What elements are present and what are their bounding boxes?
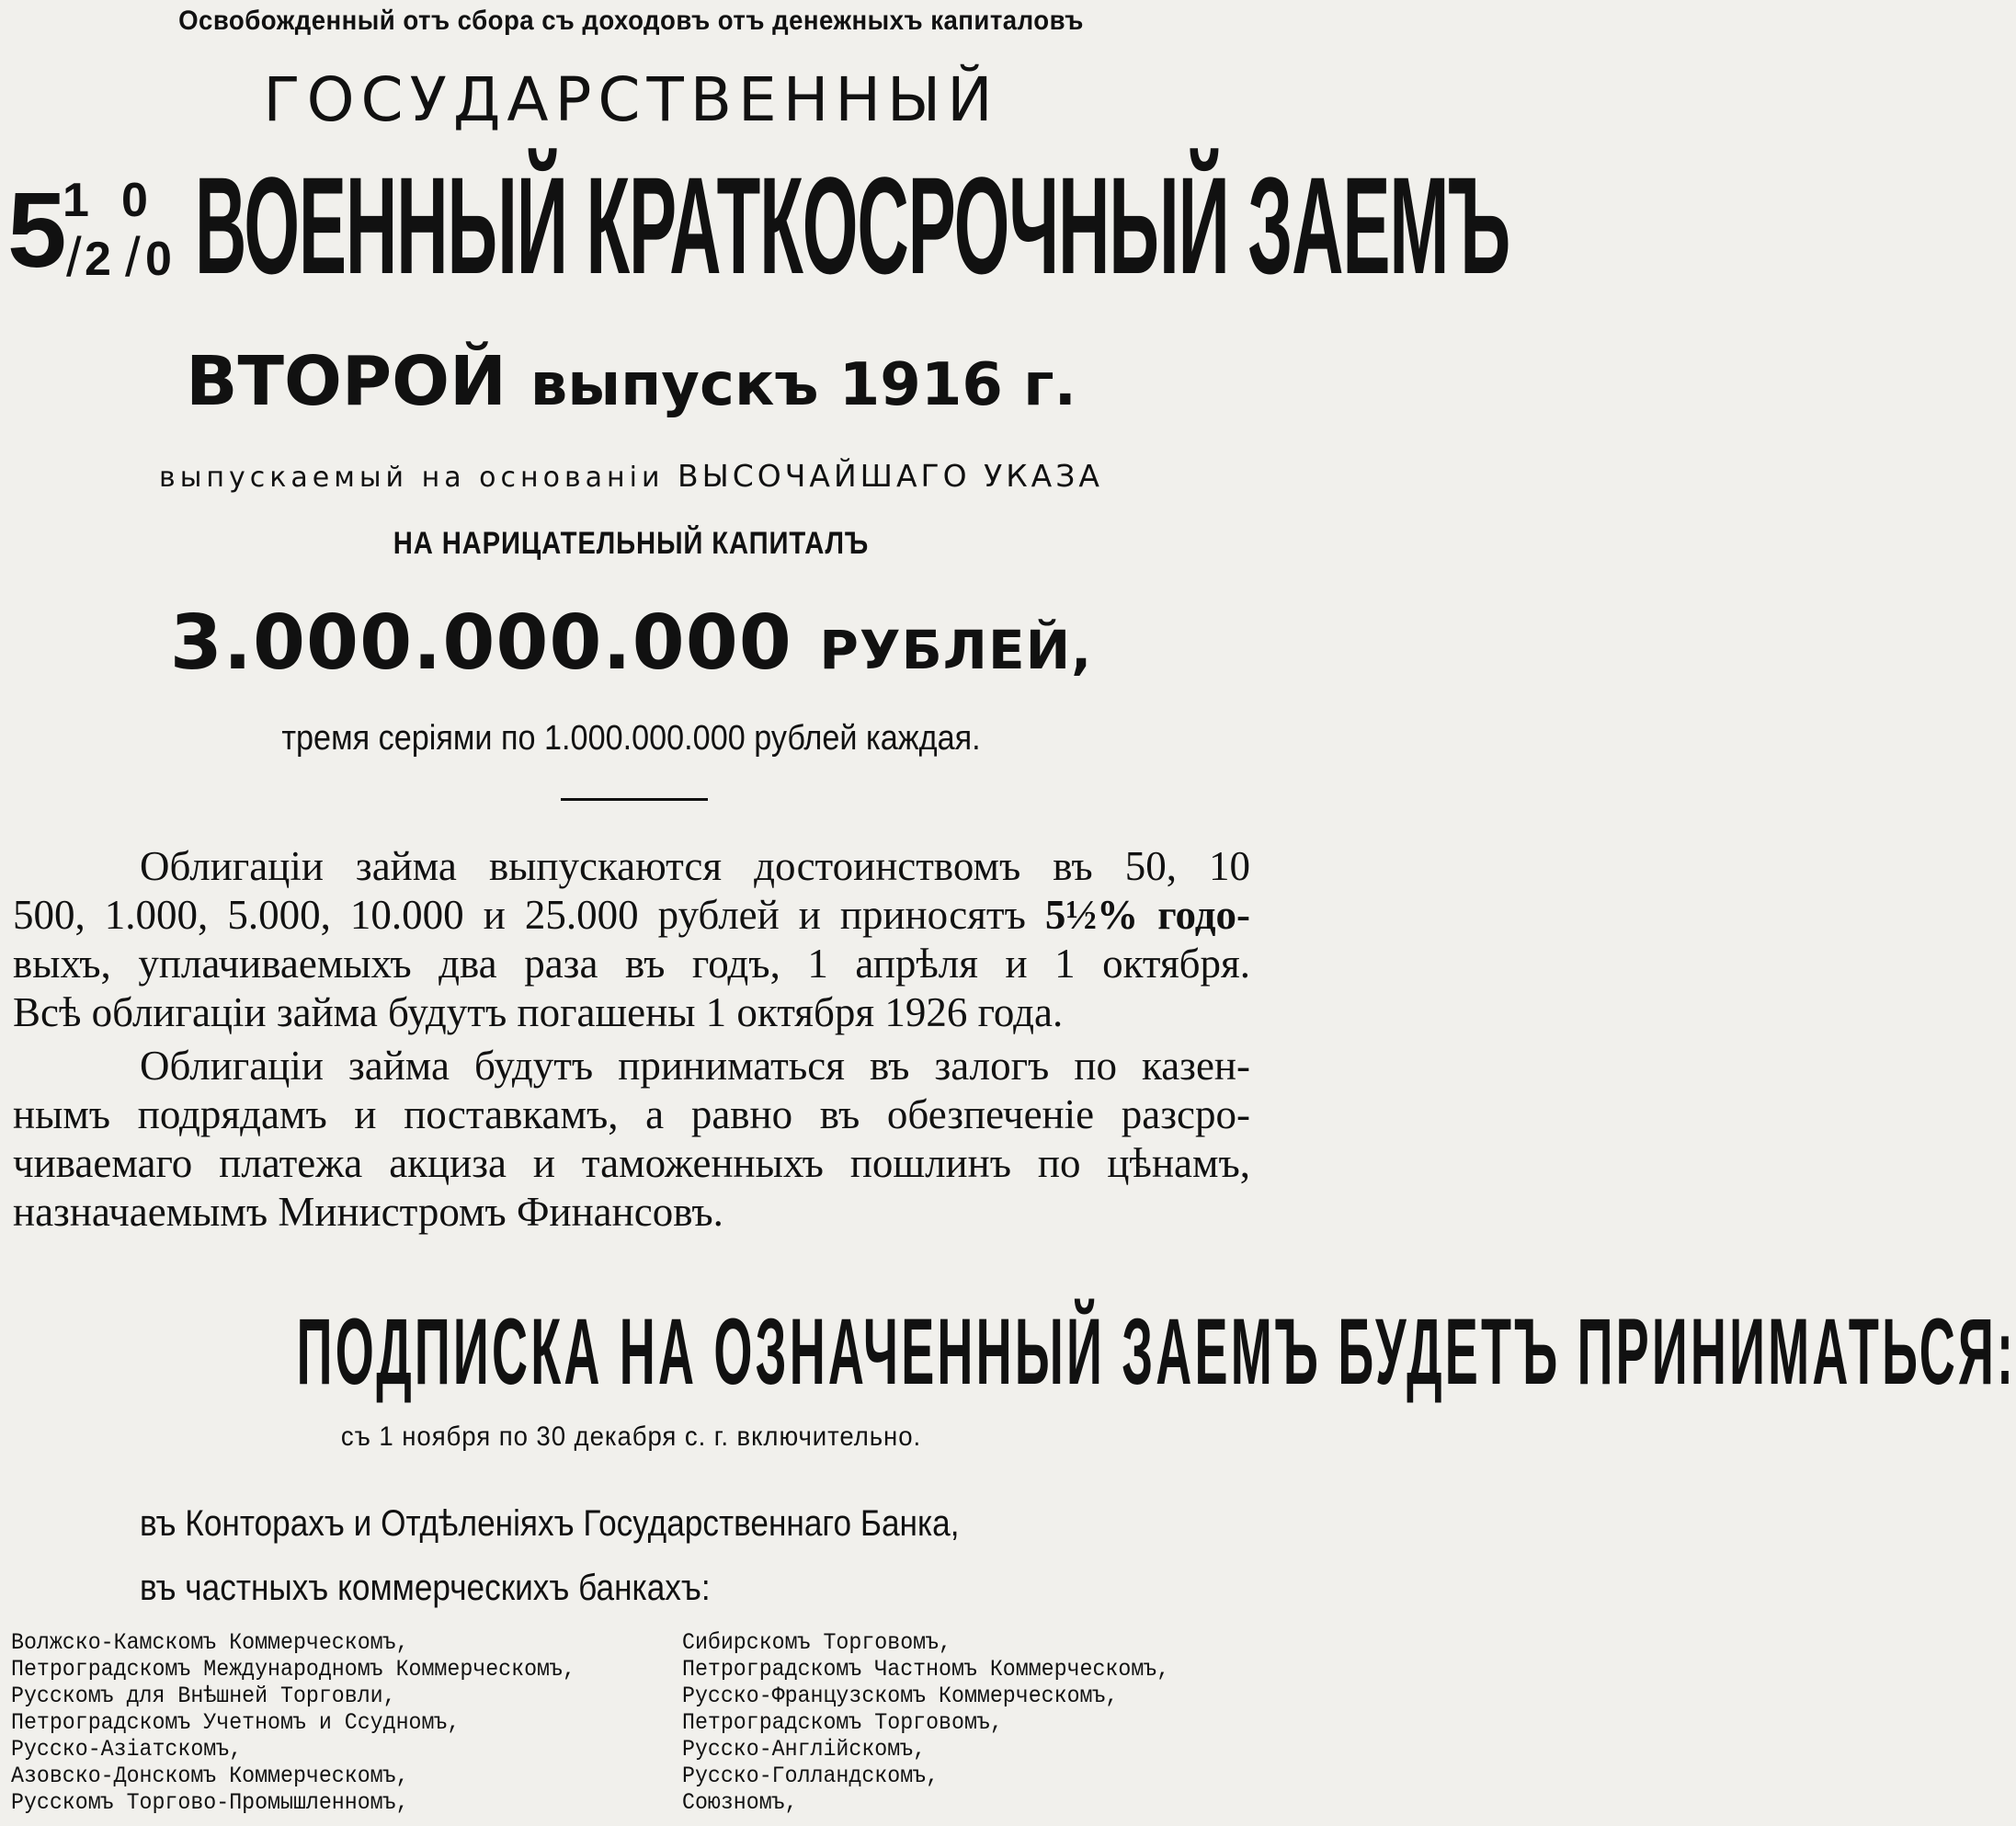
paragraph-line: назначаемымъ Министромъ Финансовъ. (13, 1189, 723, 1235)
banks-list-right (682, 1629, 1169, 1816)
paragraph-line: Облигаціи займа выпускаются достоинствомъ въ 50, 10 (140, 843, 1250, 889)
bank-item: Русско-Азіатскомъ, (11, 1736, 243, 1763)
bank-item: Русскомъ Торгово-Промышленномъ, (11, 1789, 409, 1816)
divider (561, 798, 708, 801)
rate-inline: 5½% годо- (1044, 892, 1250, 938)
rate-numerator: 1 (63, 174, 89, 227)
bank-item: Союзномъ, (682, 1789, 798, 1816)
issue-line (0, 342, 1262, 421)
bank-item: Петроградскомъ Учетномъ и Ссудномъ, (11, 1709, 461, 1736)
loan-name: ВОЕННЫЙ КРАТКОСРОЧНЫЙ ЗАЕМЪ (195, 148, 1510, 302)
loan-title-block (0, 148, 1510, 313)
amount-currency: РУБЛЕЙ, (819, 619, 1093, 681)
bank-item: Русско-Англійскомъ, (682, 1736, 927, 1763)
paragraph-line-text: 500, 1.000, 5.000, 10.000 и 25.000 рублей и приносятъ (13, 892, 1026, 938)
bank-item: Волжско-Камскомъ Коммерческомъ, (11, 1629, 409, 1656)
bank-item: Русско-Голландскомъ, (682, 1763, 940, 1789)
nominal-capital-label: НА НАРИЦАТЕЛЬНЫЙ КАПИТАЛЪ (393, 526, 870, 561)
decree-line (0, 458, 1262, 494)
capital-amount (0, 599, 1262, 687)
bank-item: Азовско-Донскомъ Коммерческомъ, (11, 1763, 409, 1789)
subscription-heading: ПОДПИСКА НА ОЗНАЧЕННЫЙ ЗАЕМЪ БУДЕТЪ ПРИНИМАТЬСЯ: (296, 1299, 2016, 1404)
place-state-bank: въ Конторахъ и Отдѣленіяхъ Государственнаго Банка, (140, 1503, 960, 1544)
series-note: тремя серіями по 1.000.000.000 рублей каждая. (281, 719, 981, 758)
percent-top: 0 (121, 174, 148, 227)
percent-slash: / (125, 226, 141, 288)
rate-denominator: 2 (85, 233, 111, 286)
paragraph-line: Облигаціи займа будутъ приниматься въ залогъ по казен- (140, 1043, 1250, 1089)
state-title: ГОСУДАРСТВЕННЫЙ (263, 64, 999, 135)
decree-prefix: выпускаемый на основаніи (159, 462, 665, 494)
subscription-places (140, 1491, 960, 1620)
bank-item: Русскомъ для Внѣшней Торговли, (11, 1683, 396, 1709)
paragraph-line: выхъ, уплачиваемыхъ два раза въ годъ, 1 апрѣля и 1 октября. (13, 941, 1250, 987)
paragraph-line (13, 891, 1250, 940)
bank-item: Петроградскомъ Международномъ Коммерческомъ, (11, 1656, 575, 1683)
rate-whole: 5 (7, 170, 67, 290)
subscription-dates: съ 1 ноября по 30 декабря с. г. включительно. (340, 1421, 922, 1452)
paragraph-collateral (13, 1042, 1250, 1237)
issue-number: ВТОРОЙ (186, 342, 507, 421)
banks-list-left (11, 1629, 575, 1816)
bank-item: Сибирскомъ Торговомъ, (682, 1629, 952, 1656)
bank-item: Русско-Французскомъ Коммерческомъ, (682, 1683, 1119, 1709)
interest-rate (7, 170, 172, 290)
place-private-banks: въ частныхъ коммерческихъ банкахъ: (140, 1568, 711, 1608)
paragraph-line: чиваемаго платежа акциза и таможенныхъ пошлинъ по цѣнамъ, (13, 1140, 1250, 1186)
decree-caps: ВЫСОЧАЙШАГО УКАЗА (678, 458, 1103, 494)
bank-item: Петроградскомъ Частномъ Коммерческомъ, (682, 1656, 1170, 1683)
issue-year: выпускъ 1916 г. (530, 351, 1076, 419)
bank-item: Петроградскомъ Торговомъ, (682, 1709, 1003, 1736)
paragraph-line: нымъ подрядамъ и поставкамъ, а равно въ обезпеченіе разсро- (13, 1091, 1250, 1137)
rate-slash: / (66, 226, 82, 288)
tax-exemption-note: Освобожденный отъ сбора съ доходовъ отъ денежныхъ капиталовъ (178, 6, 1084, 36)
amount-value: 3.000.000.000 (169, 599, 792, 687)
percent-bottom: 0 (145, 233, 172, 286)
paragraph-denominations (13, 842, 1250, 1037)
paragraph-line: Всѣ облигаціи займа будутъ погашены 1 октября 1926 года. (13, 989, 1064, 1035)
